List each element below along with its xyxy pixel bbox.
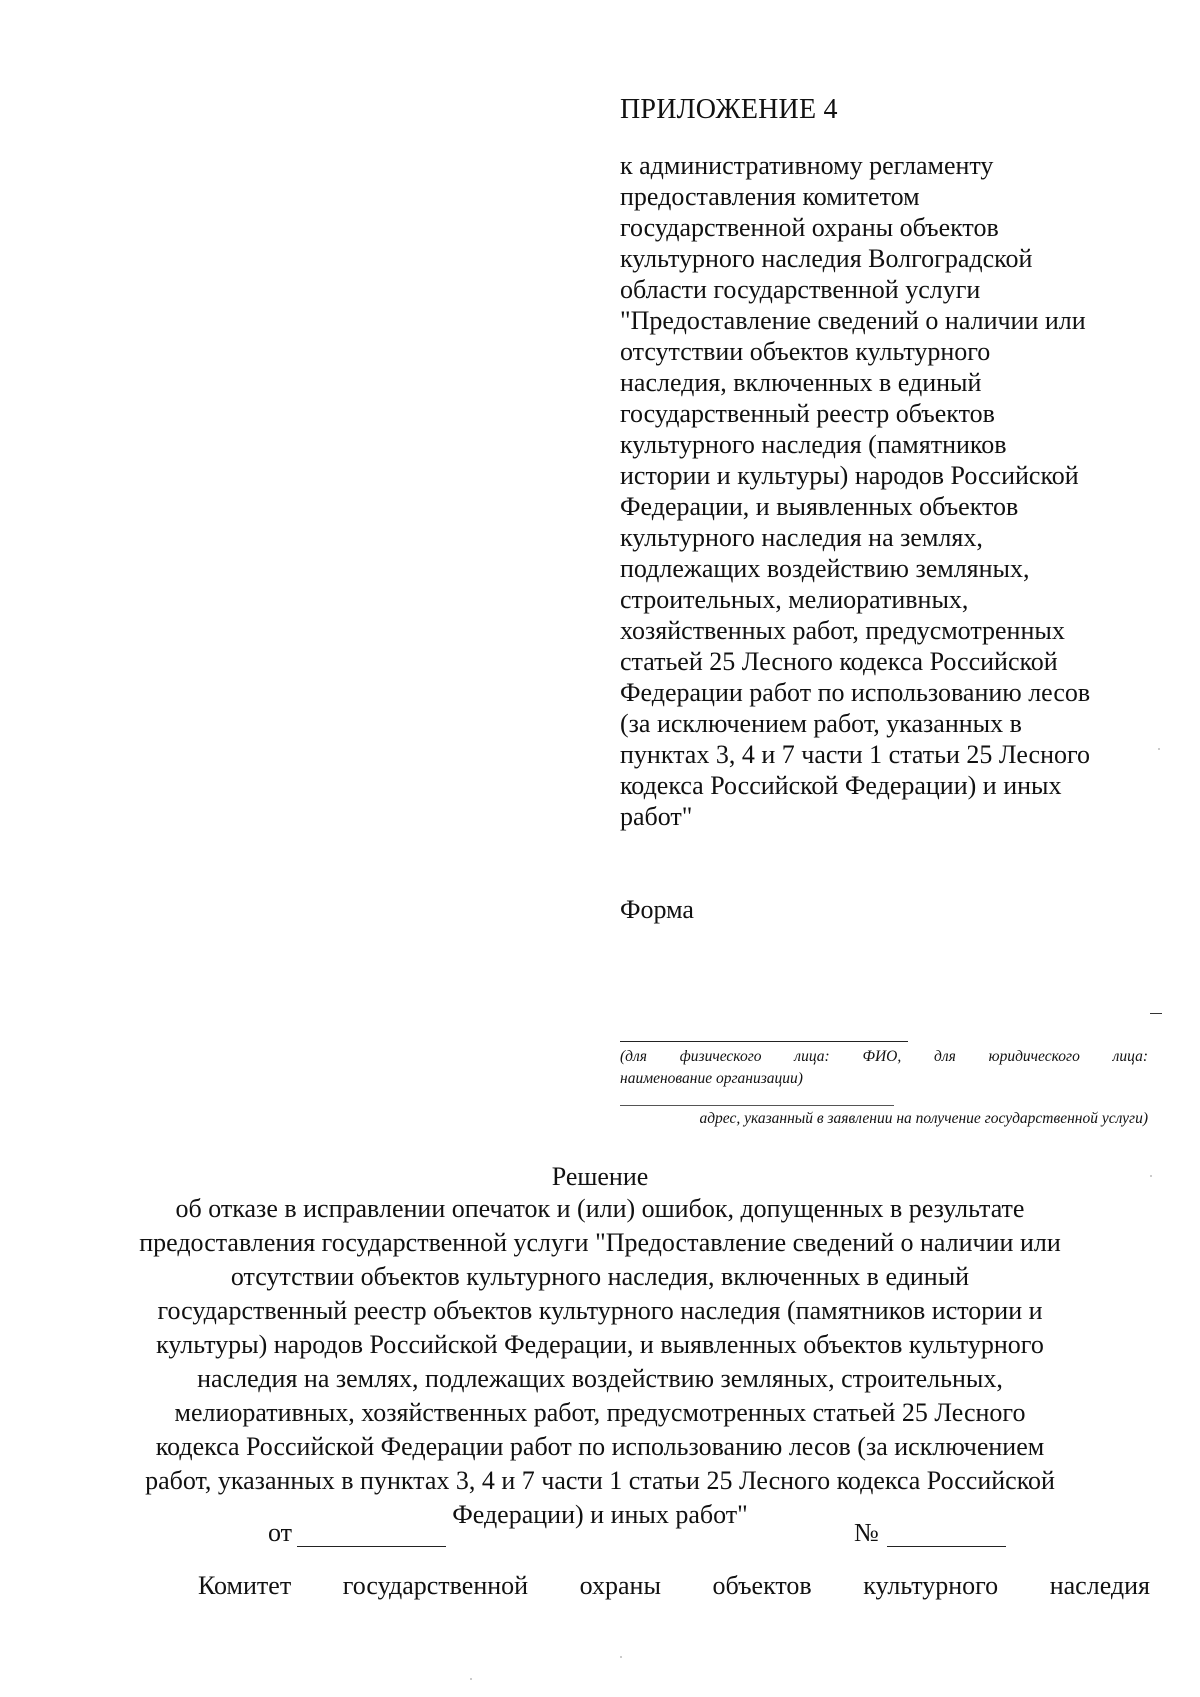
scan-speck bbox=[1150, 1175, 1152, 1177]
appendix-line: кодекса Российской Федерации) и иных bbox=[620, 771, 1062, 800]
decision-line: отсутствии объектов культурного наследия, включенных в единый bbox=[230, 1262, 970, 1291]
decision-line: государственный реестр объектов культурного наследия (памятников истории и bbox=[157, 1296, 1043, 1325]
appendix-line: к административному регламенту bbox=[620, 151, 994, 180]
recipient-caption bbox=[620, 1046, 1148, 1090]
appendix-line: Федерации, и выявленных объектов bbox=[620, 492, 1019, 521]
scan-speck bbox=[470, 1678, 472, 1680]
appendix-line: (за исключением работ, указанных в bbox=[620, 709, 1022, 738]
appendix-line: государственной охраны объектов bbox=[620, 213, 999, 242]
decision-line: об отказе в исправлении опечаток и (или) ошибок, допущенных в результате bbox=[175, 1194, 1025, 1223]
appendix-line: культурного наследия на землях, bbox=[620, 523, 983, 552]
committee-text: Комитет государственной охраны объектов культурного наследия bbox=[198, 1571, 1150, 1600]
number-blank bbox=[887, 1546, 1006, 1547]
decision-line: предоставления государственной услуги "Предоставление сведений о наличии или bbox=[139, 1228, 1061, 1257]
scan-speck bbox=[1158, 748, 1160, 750]
decision-line: культуры) народов Российской Федерации, и выявленных объектов культурного bbox=[156, 1330, 1044, 1359]
decision-line: Федерации) и иных работ" bbox=[452, 1500, 748, 1529]
recipient-address-line bbox=[620, 1105, 894, 1106]
appendix-line: "Предоставление сведений о наличии или bbox=[620, 306, 1086, 335]
decision-line: работ, указанных в пунктах 3, 4 и 7 части 1 статьи 25 Лесного кодекса Российской bbox=[145, 1466, 1055, 1495]
form-label: Форма bbox=[620, 895, 694, 924]
appendix-line: наследия, включенных в единый bbox=[620, 368, 982, 397]
appendix-line: государственный реестр объектов bbox=[620, 399, 995, 428]
recipient-caption-line: (для физического лица: ФИО, для юридического лица: bbox=[620, 1048, 1148, 1065]
decision-line: кодекса Российской Федерации работ по использованию лесов (за исключением bbox=[155, 1432, 1045, 1461]
appendix-line: истории и культуры) народов Российской bbox=[620, 461, 1079, 490]
recipient-name-line bbox=[620, 1041, 908, 1042]
appendix-line: Федерации работ по использованию лесов bbox=[620, 678, 1091, 707]
scan-speck bbox=[620, 1656, 622, 1658]
decision-title: Решение bbox=[551, 1162, 649, 1191]
appendix-line: области государственной услуги bbox=[620, 275, 981, 304]
appendix-line: культурного наследия Волгоградской bbox=[620, 244, 1033, 273]
appendix-line: культурного наследия (памятников bbox=[620, 430, 1007, 459]
appendix-line: работ" bbox=[620, 802, 693, 831]
decision-subject bbox=[0, 1192, 1200, 1532]
appendix-line: отсутствии объектов культурного bbox=[620, 337, 991, 366]
appendix-line: подлежащих воздействию земляных, bbox=[620, 554, 1030, 583]
decision-line: наследия на землях, подлежащих воздействию земляных, строительных, bbox=[197, 1364, 1003, 1393]
number-label: № bbox=[854, 1518, 879, 1547]
appendix-title: ПРИЛОЖЕНИЕ 4 bbox=[620, 94, 838, 125]
appendix-line: предоставления комитетом bbox=[620, 182, 920, 211]
recipient-caption-line: наименование организации) bbox=[620, 1070, 803, 1087]
appendix-description bbox=[620, 150, 1090, 832]
edge-mark bbox=[1150, 1013, 1162, 1014]
appendix-line: хозяйственных работ, предусмотренных bbox=[620, 616, 1065, 645]
date-blank bbox=[297, 1546, 446, 1547]
date-label: от bbox=[268, 1518, 293, 1547]
appendix-line: статьей 25 Лесного кодекса Российской bbox=[620, 647, 1058, 676]
decision-line: мелиоративных, хозяйственных работ, предусмотренных статьей 25 Лесного bbox=[174, 1398, 1026, 1427]
address-caption: адрес, указанный в заявлении на получение государственной услуги) bbox=[699, 1110, 1148, 1127]
appendix-line: пунктах 3, 4 и 7 части 1 статьи 25 Лесного bbox=[620, 740, 1091, 769]
appendix-line: строительных, мелиоративных, bbox=[620, 585, 969, 614]
